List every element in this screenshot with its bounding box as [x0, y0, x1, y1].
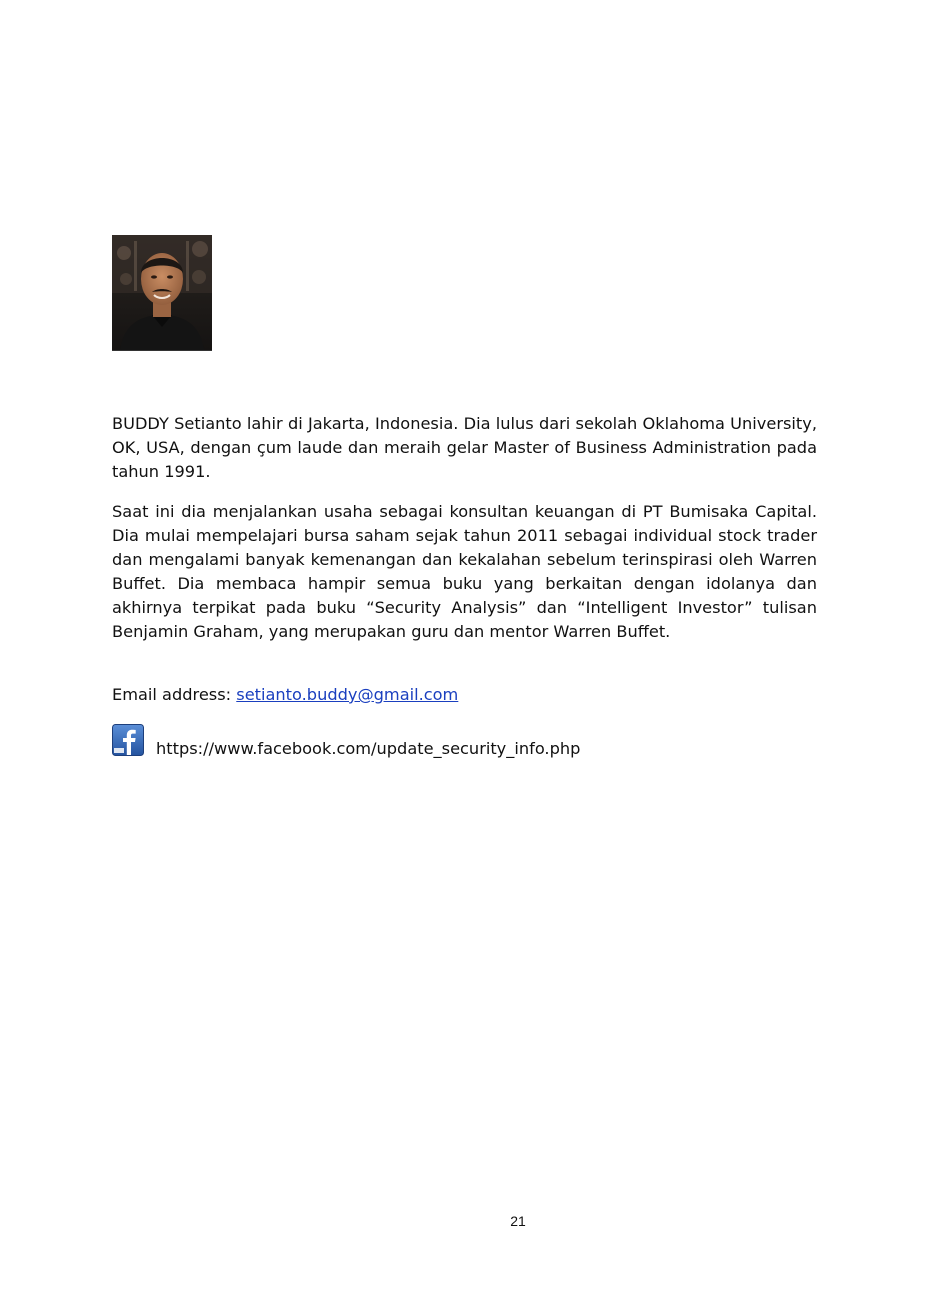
- bio-paragraph-1: BUDDY Setianto lahir di Jakarta, Indonesia. Dia lulus dari sekolah Oklahoma University, OK, USA, dengan çum laude dan meraih gelar Master of Business Administration pada tahun 1991.: [112, 414, 817, 481]
- author-portrait-icon: [112, 235, 212, 350]
- bio-paragraph-2: Saat ini dia menjalankan usaha sebagai konsultan keuangan di PT Bumisaka Capital. Dia mulai mempelajari bursa saham sejak tahun 2011 sebagai individual stock trader dan mengalami banyak kemenangan dan kekalahan sebelum terinspirasi oleh Warren Buffet. Dia membaca hampir semua buku yang berkaitan dengan idolanya dan akhirnya terpikat pada buku “Security Analysis” dan “Intelligent Investor” tulisan Benjamin Graham, yang merupakan guru dan mentor Warren Buffet.: [112, 502, 817, 641]
- email-line: [112, 683, 458, 707]
- photo-underline: [112, 350, 212, 351]
- author-photo: [112, 235, 212, 353]
- email-label: Email address:: [112, 685, 237, 704]
- facebook-icon[interactable]: [112, 724, 144, 756]
- author-bio: [112, 412, 817, 660]
- email-link[interactable]: setianto.buddy@gmail.com: [236, 685, 459, 704]
- facebook-url[interactable]: https://www.facebook.com/update_security_info.php: [156, 739, 581, 758]
- page-number: 21: [510, 1213, 526, 1229]
